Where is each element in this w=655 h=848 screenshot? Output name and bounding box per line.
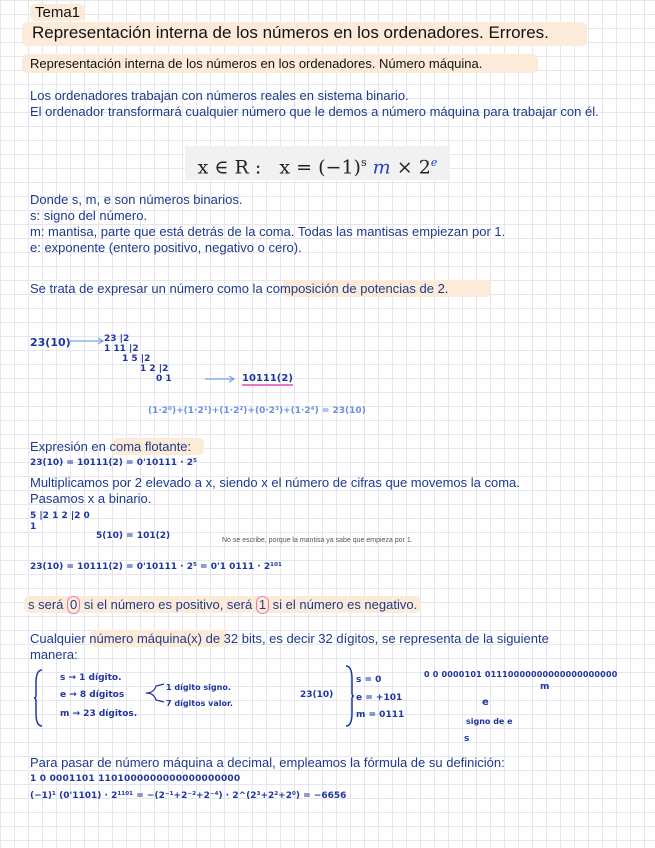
label-m: m (540, 682, 550, 692)
brace-icon-2 (344, 664, 354, 728)
label-s: s (464, 734, 470, 744)
conversion-calc: (−1)¹ (0'1101) · 2¹¹⁰¹ = −(2⁻¹+2⁻²+2⁻⁴) · 2^(2³+2²+2⁰) = −6656 (30, 791, 347, 801)
powers-sum: (1·2⁰)+(1·2¹)+(1·2²)+(0·2³)+(1·2⁴) = 23(10) (148, 406, 366, 416)
def-line-4: e: exponente (entero positivo, negativo o cero). (30, 240, 302, 255)
e-value: e = +101 (356, 693, 403, 703)
s-value: s = 0 (356, 675, 382, 685)
def-line-2: s: signo del número. (30, 208, 148, 223)
binary-result (242, 373, 293, 384)
composition-text (30, 281, 448, 297)
formula-eq: x = (−1) (279, 156, 361, 179)
composition-sentence: Se trata de expresar un número como la composición de potencias de 2. (30, 281, 449, 296)
def-line-3: m: mantisa, parte que está detrás de la coma. Todas las mantisas empiezan por 1. (30, 224, 506, 239)
sign-one: 1 (256, 596, 269, 614)
intro-line-2: El ordenador transformará cualquier número que le demos a número máquina para trabajar con él. (30, 104, 599, 119)
tema-label: Tema1 (30, 4, 85, 21)
page-title: Representación interna de los números en los ordenadores. Errores. (22, 22, 587, 46)
formula-m: m (372, 156, 391, 179)
div-step-5: 0 1 (156, 374, 172, 384)
formula-lhs: x ∈ R : (197, 156, 262, 179)
split-brace-icon (146, 682, 166, 704)
machine-line-2: manera: (30, 647, 78, 662)
machine-number-formula (185, 146, 450, 180)
division-ladder (104, 334, 172, 384)
sign-text-b: si el número es positivo, será (80, 597, 256, 612)
sign-sentence (24, 596, 464, 614)
five-division: 5 |2 1 2 |2 0 1 (30, 511, 90, 532)
conversion-bits: 1 0 0001101 1101000000000000000000 (30, 774, 241, 784)
arrow-icon-2 (205, 374, 239, 384)
label-e: e (482, 697, 489, 708)
value-digit-note: 7 dígitos valor. (166, 699, 233, 708)
floating-heading (30, 439, 191, 455)
sign-text-c: si el número es negativo. (269, 597, 418, 612)
example-23: 23(10) (300, 690, 334, 700)
floating-hand-1: 23(10) = 10111(2) = 0'10111 · 2⁵ (30, 458, 197, 468)
def-line-1: Donde s, m, e son números binarios. (30, 192, 243, 207)
m-digit: m → 23 dígitos. (60, 709, 138, 719)
e-digit: e → 8 dígitos (60, 690, 125, 700)
div-step-3: 1 5 |2 (122, 354, 151, 364)
conversion-line: Para pasar de número máquina a decimal, empleamos la fórmula de su definición: (30, 755, 505, 770)
binary-result-value: 10111(2) (242, 373, 293, 384)
bit-string: 0 0 0000101 01110000000000000000000 (424, 670, 618, 679)
s-digit: s → 1 dígito. (60, 673, 122, 683)
formula-e: e (430, 156, 438, 169)
sign-digit-note: 1 dígito signo. (166, 683, 231, 692)
five-binary: 5(10) = 101(2) (96, 531, 171, 541)
example-number: 23(10) (30, 336, 71, 349)
div-step-4: 1 2 |2 (140, 364, 169, 374)
floating-line-2: Pasamos x a binario. (30, 491, 152, 506)
m-value: m = 0111 (356, 710, 405, 720)
brace-icon (34, 668, 44, 728)
label-sign-e: signo de e (466, 717, 513, 726)
sign-zero: 0 (67, 596, 80, 614)
machine-line-1: Cualquier número máquina(x) de 32 bits, es decir 32 dígitos, se representa de la siguiente (30, 631, 549, 646)
intro-line-1: Los ordenadores trabajan con números reales en sistema binario. (30, 88, 409, 103)
div-step-1: 23 |2 (104, 334, 130, 344)
div-step-2: 1 11 |2 (104, 344, 139, 354)
formula-times: × 2 (396, 156, 431, 179)
formula-s: s (360, 156, 367, 169)
section-subtitle: Representación interna de los números en los ordenadores. Número máquina. (22, 54, 538, 73)
mantissa-note: No se escribe, porque la mantisa ya sabe que empieza por 1. (222, 537, 413, 544)
floating-hand-2: 23(10) = 10111(2) = 0'10111 · 2⁵ = 0'1 0111 · 2¹⁰¹ (30, 562, 282, 572)
sign-text-a: s será (28, 597, 68, 612)
floating-line-1: Multiplicamos por 2 elevado a x, siendo x el número de cifras que movemos la coma. (30, 475, 520, 490)
floating-heading-text: Expresión en coma flotante: (30, 439, 192, 454)
